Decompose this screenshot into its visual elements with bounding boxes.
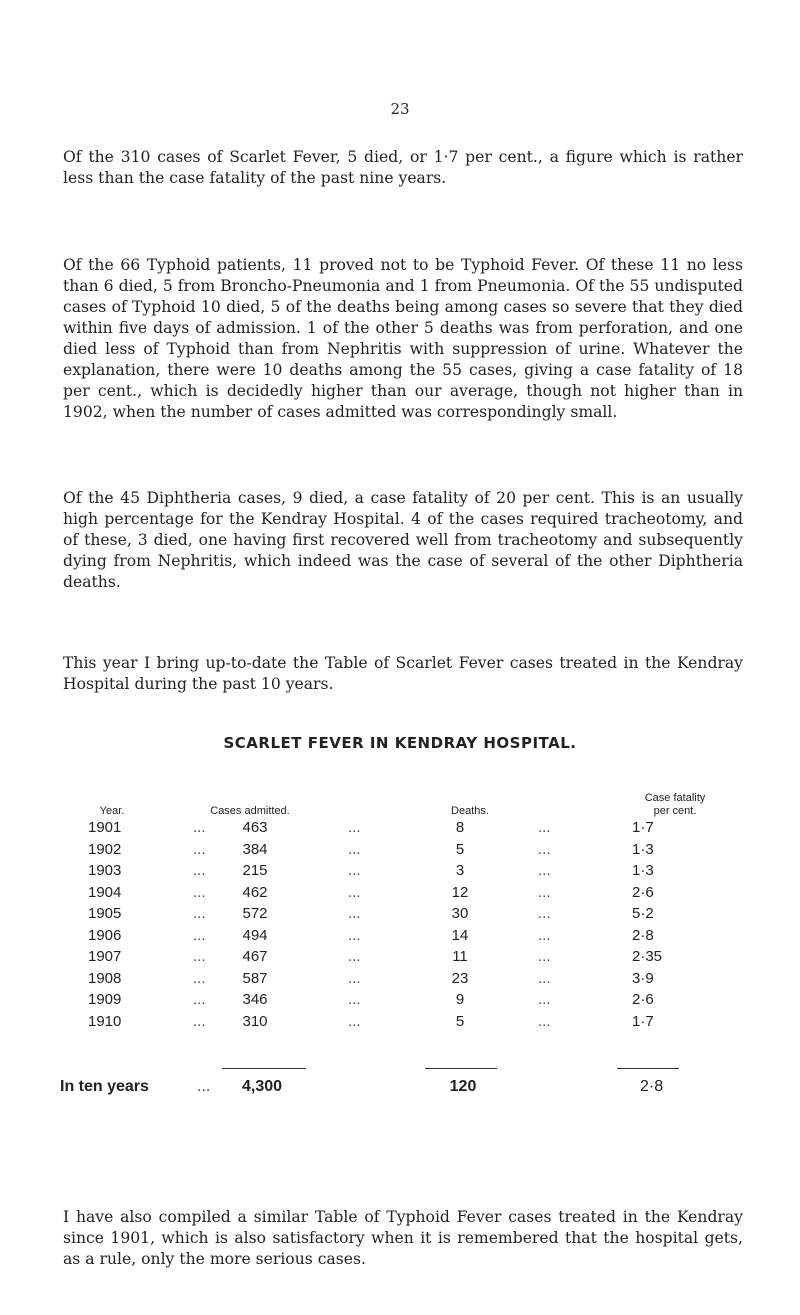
leader-dots: ... bbox=[538, 905, 551, 922]
row-cases-admitted: 310 bbox=[242, 1012, 268, 1030]
leader-dots: ... bbox=[538, 991, 551, 1008]
row-cases-admitted: 384 bbox=[242, 840, 268, 858]
row-cases-admitted: 494 bbox=[242, 926, 268, 944]
leader-dots: ... bbox=[348, 948, 361, 965]
leader-dots: ... bbox=[348, 840, 361, 858]
leader-dots: ... bbox=[538, 926, 551, 944]
row-cases-admitted: 463 bbox=[242, 819, 268, 836]
row-deaths: 14 bbox=[451, 926, 469, 944]
leader-dots: ... bbox=[348, 1012, 361, 1030]
row-year: 1901 bbox=[88, 819, 122, 836]
row-case-fatality: 1·3 bbox=[632, 862, 654, 879]
row-case-fatality: 2·8 bbox=[632, 926, 654, 944]
row-deaths: 5 bbox=[455, 840, 465, 858]
leader-dots: ... bbox=[193, 1012, 206, 1030]
row-deaths: 5 bbox=[455, 1012, 465, 1030]
leader-dots: ... bbox=[197, 1078, 211, 1095]
leader-dots: ... bbox=[538, 969, 551, 987]
total-rule-case-fatality bbox=[617, 1068, 679, 1069]
table-row bbox=[0, 991, 800, 1013]
table-row bbox=[0, 905, 800, 927]
row-year: 1907 bbox=[88, 948, 122, 965]
row-cases-admitted: 467 bbox=[242, 948, 268, 965]
row-year: 1905 bbox=[88, 905, 122, 922]
table-row bbox=[0, 948, 800, 970]
leader-dots: ... bbox=[348, 969, 361, 987]
leader-dots: ... bbox=[348, 991, 361, 1008]
row-case-fatality: 2·6 bbox=[632, 991, 654, 1008]
total-label: In ten years bbox=[60, 1078, 149, 1095]
leader-dots: ... bbox=[193, 969, 206, 987]
paragraph-scarlet-fever: Of the 310 cases of Scarlet Fever, 5 died, or 1·7 per cent., a figure which is rather less than the case fatality of the past nine years. bbox=[63, 148, 743, 187]
leader-dots: ... bbox=[193, 926, 206, 944]
leader-dots: ... bbox=[538, 883, 551, 901]
table-row bbox=[0, 884, 800, 906]
leader-dots: ... bbox=[538, 862, 551, 879]
row-year: 1910 bbox=[88, 1012, 122, 1030]
header-cases-admitted: Cases admitted. bbox=[210, 805, 290, 817]
page-number: 23 bbox=[390, 100, 410, 118]
header-deaths: Deaths. bbox=[451, 805, 489, 817]
leader-dots: ... bbox=[348, 819, 361, 836]
leader-dots: ... bbox=[538, 840, 551, 858]
leader-dots: ... bbox=[193, 840, 206, 858]
row-case-fatality: 5·2 bbox=[632, 905, 654, 922]
leader-dots: ... bbox=[193, 991, 206, 1008]
row-case-fatality: 2·6 bbox=[632, 883, 654, 901]
paragraph-diphtheria: Of the 45 Diphtheria cases, 9 died, a case fatality of 20 per cent. This is an usually high percentage for the Kendray Hospital. 4 of the cases required tracheotomy, and of these, 3 died, one having first recovered well from tracheotomy and subsequently dying from Nephritis, which indeed was the case of several of the other Diphtheria deaths. bbox=[63, 489, 743, 591]
total-case-fatality: 2·8 bbox=[640, 1078, 664, 1095]
table-row bbox=[0, 841, 800, 863]
row-case-fatality: 1·7 bbox=[632, 1012, 654, 1030]
row-case-fatality: 3·9 bbox=[632, 969, 654, 987]
leader-dots: ... bbox=[348, 905, 361, 922]
leader-dots: ... bbox=[348, 883, 361, 901]
row-deaths: 12 bbox=[451, 883, 469, 901]
paragraph-typhoid: Of the 66 Typhoid patients, 11 proved not to be Typhoid Fever. Of these 11 no less than 6 died, 5 from Broncho-Pneumonia and 1 from Pneumonia. Of the 55 undisputed cases of Typhoid 10 died, 5 of the deaths being among cases so severe that they died within five days of admission. 1 of the other 5 deaths was from perforation, and one died less of Typhoid than from Nephritis with suppression of urine. Whatever the explanation, there were 10 deaths among the 55 cases, giving a case fatality of 18 per cent., which is decidedly higher than our average, though not higher than in 1902, when the number of cases admitted was correspondingly small. bbox=[63, 256, 743, 421]
leader-dots: ... bbox=[193, 819, 206, 836]
row-case-fatality: 2·35 bbox=[632, 948, 663, 965]
leader-dots: ... bbox=[348, 862, 361, 879]
row-cases-admitted: 572 bbox=[242, 905, 268, 922]
leader-dots: ... bbox=[348, 926, 361, 944]
row-deaths: 8 bbox=[455, 819, 465, 836]
row-cases-admitted: 587 bbox=[242, 969, 268, 987]
table-row bbox=[0, 819, 800, 841]
table-row bbox=[0, 862, 800, 884]
row-deaths: 3 bbox=[455, 862, 465, 879]
leader-dots: ... bbox=[193, 862, 206, 879]
leader-dots: ... bbox=[538, 819, 551, 836]
row-cases-admitted: 346 bbox=[242, 991, 268, 1008]
table-title: SCARLET FEVER IN KENDRAY HOSPITAL. bbox=[223, 734, 577, 752]
row-case-fatality: 1·3 bbox=[632, 840, 654, 858]
total-cases: 4,300 bbox=[241, 1078, 283, 1095]
leader-dots: ... bbox=[538, 948, 551, 965]
total-rule-deaths bbox=[425, 1068, 497, 1069]
paragraph-table-intro: This year I bring up-to-date the Table of Scarlet Fever cases treated in the Kendray Hospital during the past 10 years. bbox=[63, 654, 743, 693]
row-deaths: 30 bbox=[451, 905, 469, 922]
row-deaths: 9 bbox=[455, 991, 465, 1008]
leader-dots: ... bbox=[193, 905, 206, 922]
row-year: 1906 bbox=[88, 926, 122, 944]
row-deaths: 23 bbox=[451, 969, 469, 987]
header-case-fatality-line2: per cent. bbox=[653, 805, 697, 817]
total-rule-cases bbox=[222, 1068, 306, 1069]
header-year: Year. bbox=[99, 805, 125, 817]
header-case-fatality-line1: Case fatality bbox=[644, 792, 706, 804]
leader-dots: ... bbox=[193, 883, 206, 901]
leader-dots: ... bbox=[538, 1012, 551, 1030]
row-deaths: 11 bbox=[452, 948, 468, 965]
row-year: 1902 bbox=[88, 840, 122, 858]
header-case-fatality bbox=[620, 792, 730, 818]
paragraph-typhoid-table: I have also compiled a similar Table of Typhoid Fever cases treated in the Kendray since 1901, which is also satisfactory when it is remembered that the hospital gets, as a rule, only the more serious cases. bbox=[63, 1208, 743, 1268]
row-cases-admitted: 215 bbox=[242, 862, 268, 879]
leader-dots: ... bbox=[193, 948, 206, 965]
row-year: 1908 bbox=[88, 969, 122, 987]
table-row bbox=[0, 1013, 800, 1035]
row-year: 1904 bbox=[88, 883, 122, 901]
row-year: 1903 bbox=[88, 862, 122, 879]
row-year: 1909 bbox=[88, 991, 122, 1008]
table-row bbox=[0, 927, 800, 949]
table-row bbox=[0, 970, 800, 992]
row-cases-admitted: 462 bbox=[242, 883, 268, 901]
total-deaths: 120 bbox=[449, 1078, 477, 1095]
row-case-fatality: 1·7 bbox=[632, 819, 654, 836]
table-body bbox=[0, 819, 800, 1034]
